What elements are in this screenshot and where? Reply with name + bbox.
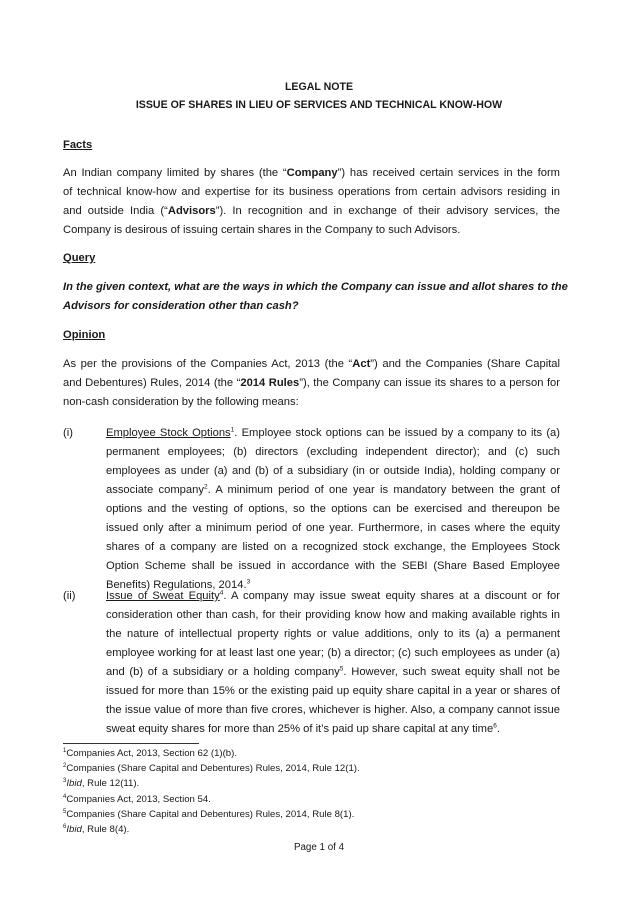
item-line: issued for more than 15% or the existing paid up equity share capital in a year or shares of [106, 685, 560, 697]
footnote-ref: 4 [219, 589, 224, 597]
list-item-body [106, 587, 560, 739]
footnote: $^1$Companies Act, 2013, Section 62 (1)(b). [63, 747, 237, 759]
item-line: employees as under (a) and (b) of a subsidiary (in or outside India), holding company or [106, 465, 560, 477]
document-title: LEGAL NOTE [284, 81, 354, 93]
footnote-ref: 1 [230, 426, 235, 434]
opinion-line-1: As per the provisions of the Companies Act, 2013 (the “Act”) and the Companies (Share Capital [63, 358, 561, 370]
item-line: permanent employees; (b) directors (excluding independent director); and (c) such [106, 446, 560, 458]
footnote-ref: 6 [493, 722, 497, 730]
footnote-separator [63, 743, 199, 744]
footnote: $^3$Ibid, Rule 12(11). [63, 778, 140, 790]
footnote: $^2$Companies (Share Capital and Debentures) Rules, 2014, Rule 12(1). [63, 763, 360, 775]
facts-paragraph [63, 164, 560, 240]
item-line: Issue of Sweat Equity$^4$. A company may issue sweat equity shares at a discount or for [106, 589, 560, 602]
opinion-heading: Opinion [63, 329, 106, 341]
list-item-body [106, 424, 560, 595]
list-marker: (ii) [63, 590, 76, 602]
query-line-2: Advisors for consideration other than cash? [63, 300, 299, 312]
facts-line-4: Company is desirous of issuing certain shares in the Company to such Advisors. [63, 224, 461, 236]
item-line: and (b) of a subsidiary or a holding company$^5$. However, such sweat equity shall not be [106, 665, 560, 678]
opinion-paragraph [63, 355, 560, 412]
page-number: Page 1 of 4 [293, 842, 345, 853]
facts-line-3: and outside India (“Advisors”). In recognition and in exchange of their advisory services, the [63, 205, 560, 217]
item-line: the nature of intellectual property rights or value additions, only to its (a) a permanent [106, 628, 560, 640]
item-line: the issue value of more than five crores, whichever is higher. Also, a company cannot issue [106, 704, 560, 716]
query-heading: Query [63, 252, 96, 264]
footnote-ref: 3 [246, 578, 251, 586]
item-title: Issue of Sweat Equity [106, 590, 220, 602]
query-paragraph [63, 278, 568, 316]
opinion-line-2: and Debentures) Rules, 2014 (the “2014 Rules”), the Company can issue its shares to a person for [63, 377, 560, 389]
item-line: sweat equity shares for more than 25% of it’s paid up share capital at any time$^6$. [106, 722, 500, 735]
item-line: Benefits) Regulations, 2014.$^3$ [106, 578, 251, 591]
opinion-line-3: non-cash consideration by the following means: [63, 396, 299, 408]
item-line: Option Scheme shall be issued in accordance with the SEBI (Share Based Employee [106, 560, 560, 572]
footnotes [63, 746, 563, 837]
item-title: Employee Stock Options [106, 427, 231, 439]
item-line: consideration other than cash, for their providing know how and making available rights in [106, 609, 560, 621]
item-line: issued only after a minimum period of one year. Furthermore, in cases where the equity [106, 522, 560, 534]
facts-line-1: An Indian company limited by shares (the “Company”) has received certain services in the form [63, 167, 560, 179]
item-line: Employee Stock Options$^1$. Employee stock options can be issued by a company to its (a) [106, 426, 560, 439]
query-line-1: In the given context, what are the ways in which the Company can issue and allot shares to the [63, 281, 568, 293]
document-subtitle: ISSUE OF SHARES IN LIEU OF SERVICES AND TECHNICAL KNOW-HOW [135, 99, 503, 111]
footnote: $^5$Companies (Share Capital and Debentures) Rules, 2014, Rule 8(1). [63, 808, 355, 820]
item-line: options and the vesting of options, so the options can be exercised and thereupon be [106, 503, 560, 515]
footnote-ref: 2 [203, 483, 208, 491]
footnote-ref: 5 [339, 665, 344, 673]
footnote: $^4$Companies Act, 2013, Section 54. [63, 793, 211, 805]
facts-heading: Facts [63, 139, 93, 151]
footnote: $^6$Ibid, Rule 8(4). [63, 823, 130, 836]
item-line: employee working for at least last one year; (b) a director; (c) such employees as under (a) [106, 647, 560, 659]
list-marker: (i) [63, 427, 73, 439]
item-line: associate company$^2$. A minimum period of one year is mandatory between the grant of [106, 483, 560, 496]
item-line: shares of a company are listed on a recognized stock exchange, the Employees Stock [106, 541, 560, 553]
facts-line-2: of technical know-how and expertise for its business operations from certain advisors residing in [63, 186, 560, 198]
